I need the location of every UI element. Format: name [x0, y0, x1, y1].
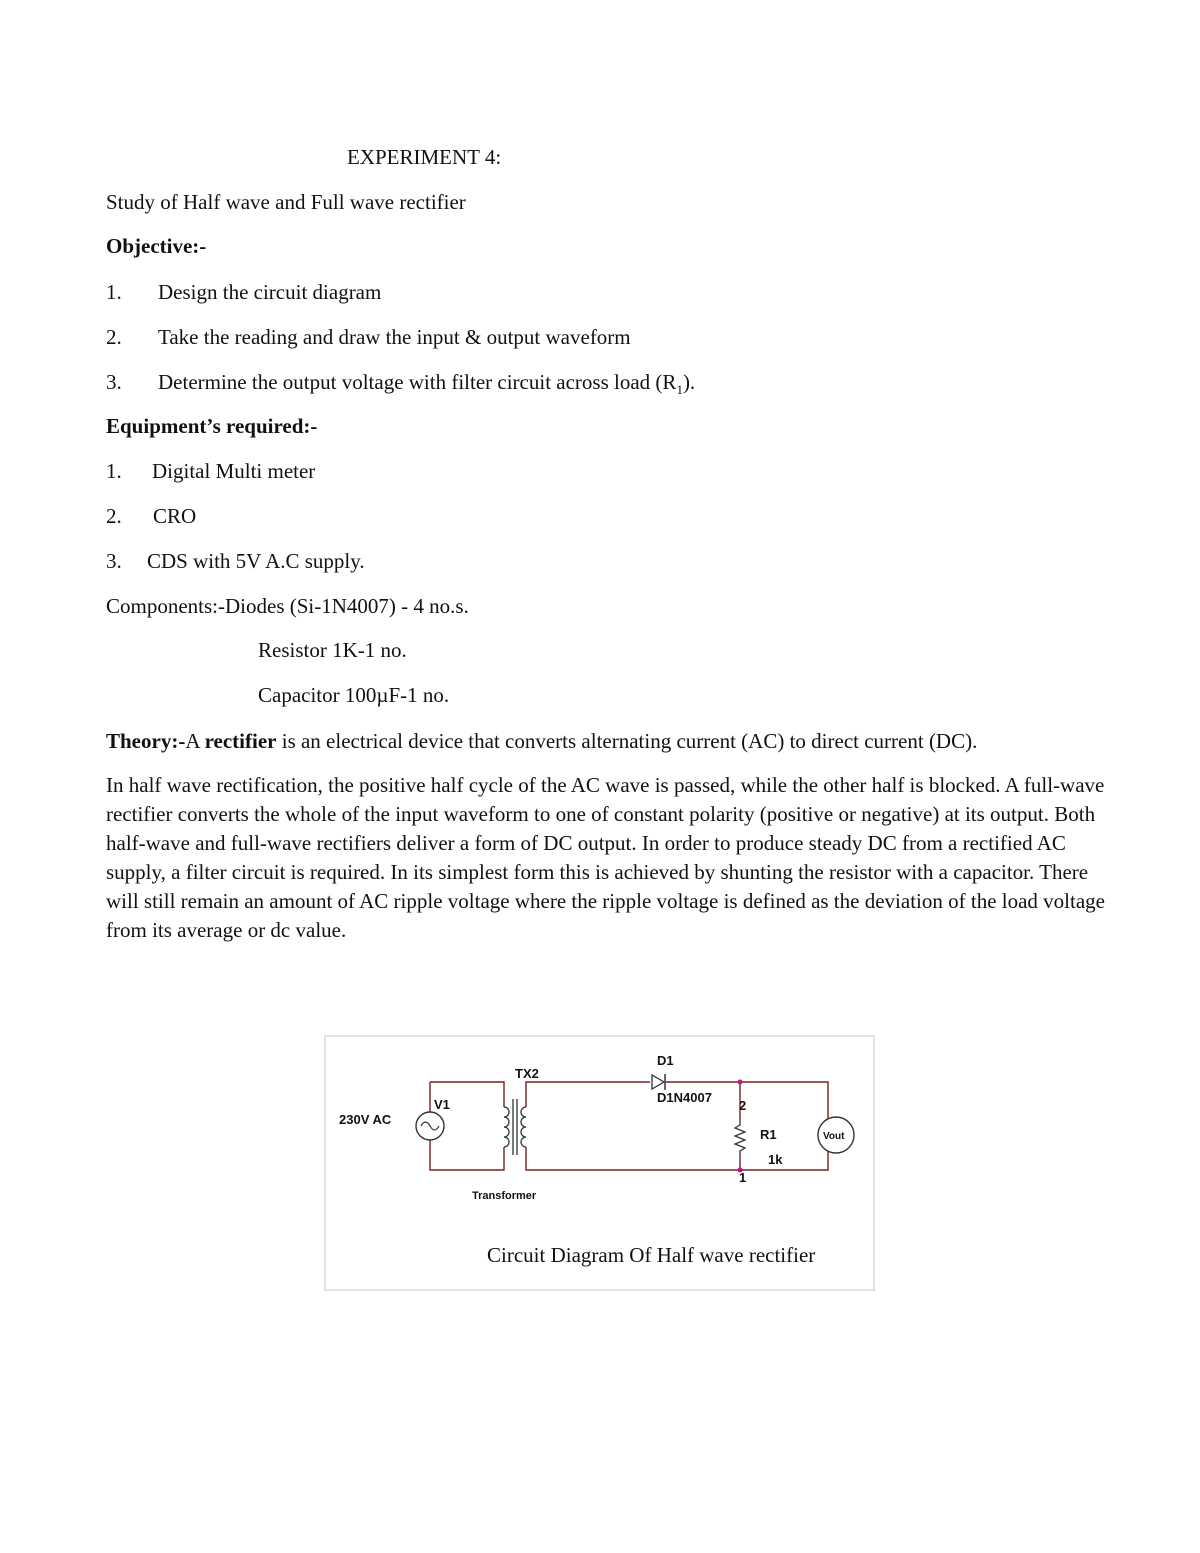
objective-item-number: 1.	[106, 280, 122, 304]
objective-item	[106, 369, 695, 403]
diode-ref-label: D1	[657, 1053, 674, 1068]
node-label: 1	[739, 1170, 747, 1185]
node-label: 2	[739, 1098, 747, 1113]
objective-item-text: Design the circuit diagram	[158, 280, 382, 304]
objective-item-tail: ).	[682, 370, 696, 394]
theory-paragraph: In half wave rectification, the positive half cycle of the AC wave is passed, while the other half is blocked. A full-wave rectifier converts the whole of the input waveform to one of constant polarity (positive or negative) at its output. Both half-wave and full-wave rectifiers deliver a form of DC output. In order to produce steady DC from a rectified AC supply, a filter circuit is required. In its simplest form this is achieved by shunting the resistor with a capacitor. There will still remain an amount of AC ripple voltage where the ripple voltage is defined as the deviation of the load voltage from its average or dc value.	[106, 773, 1105, 942]
equipment-item	[106, 548, 365, 574]
component-item: Resistor 1K-1 no.	[258, 638, 407, 662]
theory-heading: Theory:-	[106, 729, 186, 753]
objective-item	[106, 324, 631, 350]
resistor-value-label: 1k	[768, 1152, 783, 1167]
equipment-item-number: 1.	[106, 459, 122, 483]
source-voltage-label: 230V AC	[339, 1112, 392, 1127]
node-dot	[738, 1080, 743, 1085]
theory-term: rectifier	[204, 729, 277, 753]
equipment-heading: Equipment’s required:-	[106, 414, 318, 438]
transformer-symbol	[504, 1099, 526, 1155]
experiment-subtitle: Study of Half wave and Full wave rectifier	[106, 190, 466, 214]
voltmeter-label: Vout	[823, 1131, 845, 1142]
theory-pre: A	[185, 729, 205, 753]
experiment-title: EXPERIMENT 4:	[347, 145, 502, 169]
equipment-item	[106, 458, 315, 484]
circuit-figure	[324, 1035, 875, 1291]
objective-item-number: 3.	[106, 370, 122, 394]
resistor-ref-label: R1	[760, 1127, 777, 1142]
ac-source-symbol	[416, 1112, 444, 1140]
resistor-symbol	[735, 1121, 745, 1155]
equipment-item-text: Digital Multi meter	[152, 459, 316, 483]
objective-item	[106, 279, 381, 305]
component-item: Capacitor 100µF-1 no.	[258, 683, 450, 707]
objective-item-text: Take the reading and draw the input & output waveform	[158, 325, 631, 349]
objective-heading: Objective:-	[106, 234, 207, 258]
components-line	[106, 593, 469, 619]
equipment-item-text: CDS with 5V A.C supply.	[147, 549, 365, 573]
equipment-item-text: CRO	[153, 504, 197, 528]
diode-symbol	[652, 1074, 665, 1090]
objective-item-text: Determine the output voltage with filter circuit across load (R	[158, 370, 677, 394]
transformer-ref-label: TX2	[515, 1066, 539, 1081]
source-ref-label: V1	[434, 1097, 450, 1112]
theory-line	[106, 728, 977, 754]
transformer-name-label: Transformer	[472, 1190, 537, 1202]
objective-item-number: 2.	[106, 325, 122, 349]
components-label: Components:-	[106, 594, 225, 618]
equipment-item	[106, 503, 196, 529]
equipment-item-number: 2.	[106, 504, 122, 528]
equipment-item-number: 3.	[106, 549, 122, 573]
diode-part-label: D1N4007	[657, 1090, 712, 1105]
theory-definition: is an electrical device that converts alternating current (AC) to direct current (DC).	[276, 729, 978, 753]
figure-caption: Circuit Diagram Of Half wave rectifier	[487, 1243, 816, 1267]
objective-item-subscript: 1	[676, 382, 683, 398]
component-item: Diodes (Si-1N4007) - 4 no.s.	[225, 594, 469, 618]
